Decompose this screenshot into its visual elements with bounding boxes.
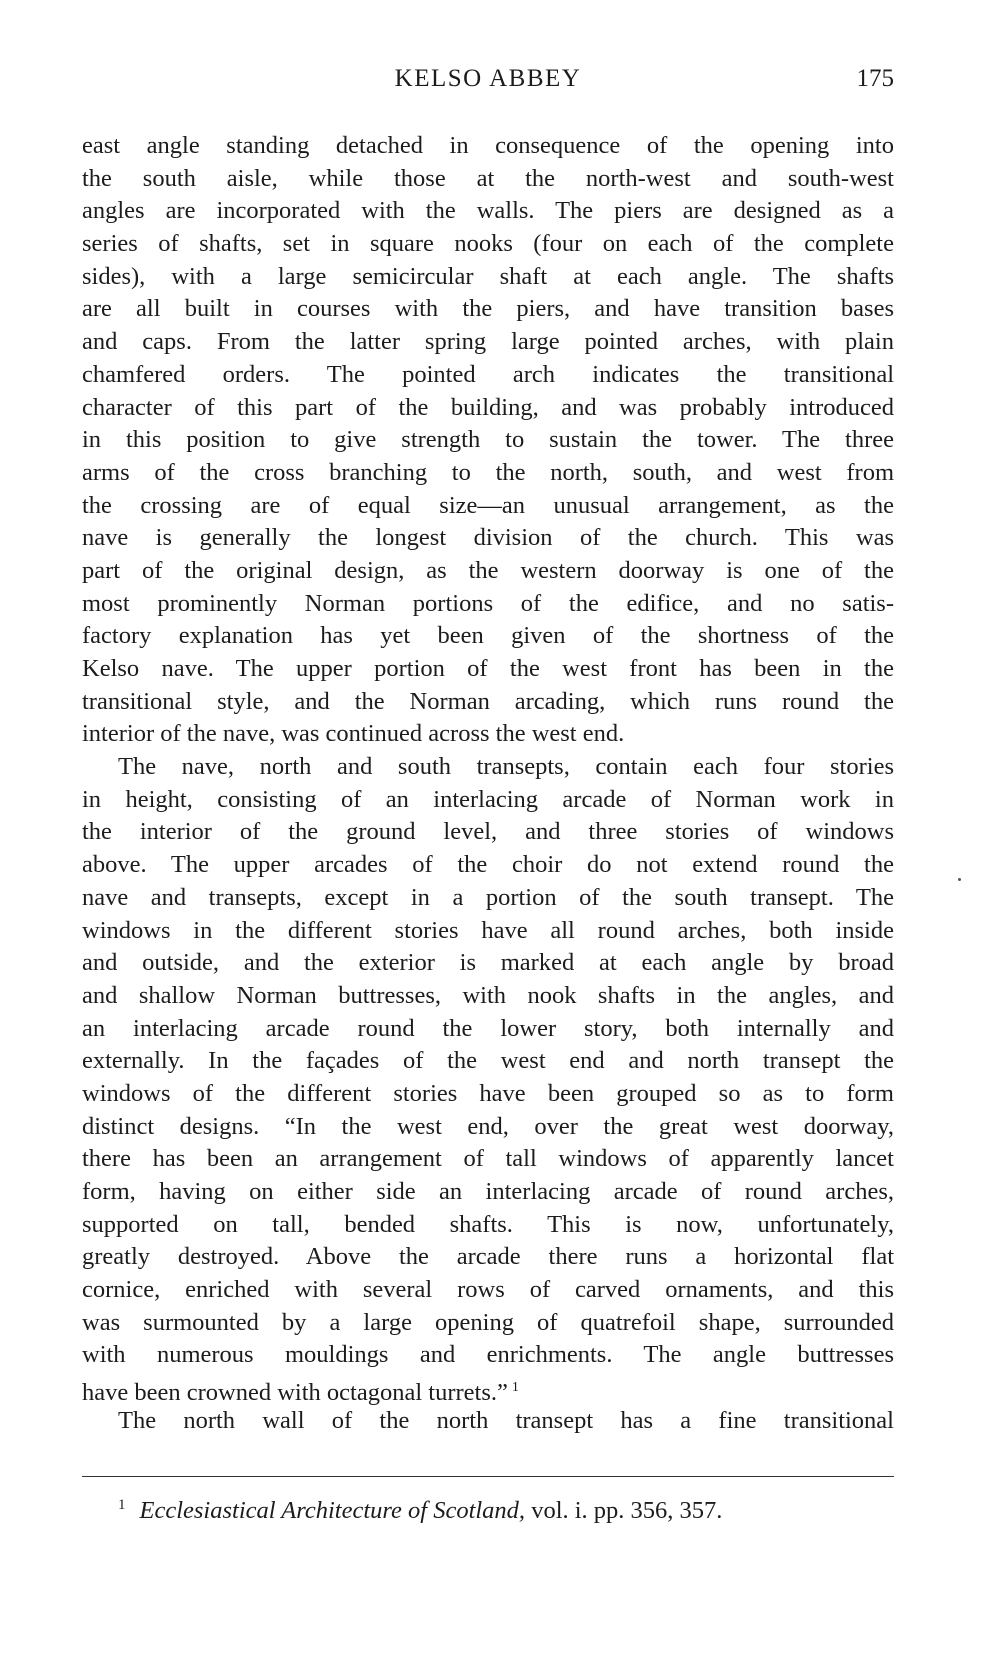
text-line: nave is generally the longest division of the church. This was <box>82 524 894 552</box>
text-line: there has been an arrangement of tall windows of apparently lancet <box>82 1145 894 1173</box>
text-line: cornice, enriched with several rows of carved ornaments, and this <box>82 1276 894 1304</box>
text-line: distinct designs. “In the west end, over the great west doorway, <box>82 1112 894 1140</box>
text-line: and caps. From the latter spring large pointed arches, with plain <box>82 328 894 356</box>
text-line: the interior of the ground level, and three stories of windows <box>82 818 894 846</box>
footnote-marker: 1 <box>118 1497 126 1513</box>
text-line: The nave, north and south transepts, contain each four stories <box>118 753 894 781</box>
text-line: are all built in courses with the piers, and have transition bases <box>82 295 894 323</box>
text-line: The north wall of the north transept has a fine transitional <box>118 1406 894 1434</box>
page-number: 175 <box>856 65 894 92</box>
running-title: KELSO ABBEY <box>394 65 582 92</box>
text-line: form, having on either side an interlacing arcade of round arches, <box>82 1178 894 1205</box>
text-line: angles are incorporated with the walls. The piers are designed as a <box>82 197 894 225</box>
text-line: windows of the different stories have been grouped so as to form <box>82 1079 894 1107</box>
text-line: factory explanation has yet been given of the shortness of the <box>82 622 894 650</box>
text-line: above. The upper arcades of the choir do not extend round the <box>82 851 894 879</box>
text-line: supported on tall, bended shafts. This is now, unfortunately, <box>82 1210 894 1238</box>
text-line <box>82 1372 894 1405</box>
text-line: east angle standing detached in consequence of the opening into <box>82 132 894 159</box>
text-line: an interlacing arcade round the lower story, both internally and <box>82 1014 894 1042</box>
text-line: character of this part of the building, and was probably introduced <box>82 393 894 421</box>
text-line: the south aisle, while those at the north-west and south-west <box>82 164 894 192</box>
text-line: was surmounted by a large opening of quatrefoil shape, surrounded <box>82 1308 894 1336</box>
text-line: in this position to give strength to sustain the tower. The three <box>82 426 894 454</box>
footnote-divider <box>82 1476 894 1477</box>
text-line: interior of the nave, was continued across the west end. <box>82 720 625 748</box>
text-line: and shallow Norman buttresses, with nook shafts in the angles, and <box>82 981 894 1009</box>
text-line: nave and transepts, except in a portion of the south transept. The <box>82 883 894 911</box>
text-line: most prominently Norman portions of the edifice, and no satis- <box>82 589 894 617</box>
text-line: windows in the different stories have all round arches, both inside <box>82 916 894 944</box>
body-text <box>82 130 894 1438</box>
text-line: Kelso nave. The upper portion of the west front has been in the <box>82 655 894 682</box>
text-line: in height, consisting of an interlacing arcade of Norman work in <box>82 785 894 813</box>
text-line: externally. In the façades of the west end and north transept the <box>82 1047 894 1075</box>
margin-mark <box>958 878 961 881</box>
footnote-reference[interactable]: 1 <box>511 1380 519 1396</box>
text-line: transitional style, and the Norman arcading, which runs round the <box>82 687 894 715</box>
text-line: and outside, and the exterior is marked at each angle by broad <box>82 949 894 977</box>
text-line: series of shafts, set in square nooks (four on each of the complete <box>82 230 894 258</box>
text-line: part of the original design, as the western doorway is one of the <box>82 556 894 584</box>
text-line: arms of the cross branching to the north, south, and west from <box>82 458 894 486</box>
text-line: chamfered orders. The pointed arch indicates the transitional <box>82 360 894 388</box>
footnote-title: Ecclesiastical Architecture of Scotland, <box>139 1497 526 1525</box>
text-line: with numerous mouldings and enrichments. The angle buttresses <box>82 1341 894 1369</box>
text-line: the crossing are of equal size—an unusual arrangement, as the <box>82 491 894 519</box>
footnote <box>118 1489 722 1527</box>
running-head <box>82 62 894 96</box>
text-line: sides), with a large semicircular shaft at each angle. The shafts <box>82 262 894 290</box>
footnote-citation: vol. i. pp. 356, 357. <box>531 1497 723 1525</box>
text-line: greatly destroyed. Above the arcade there runs a horizontal flat <box>82 1243 894 1271</box>
text-line-content: have been crowned with octagonal turrets.” <box>82 1379 508 1407</box>
